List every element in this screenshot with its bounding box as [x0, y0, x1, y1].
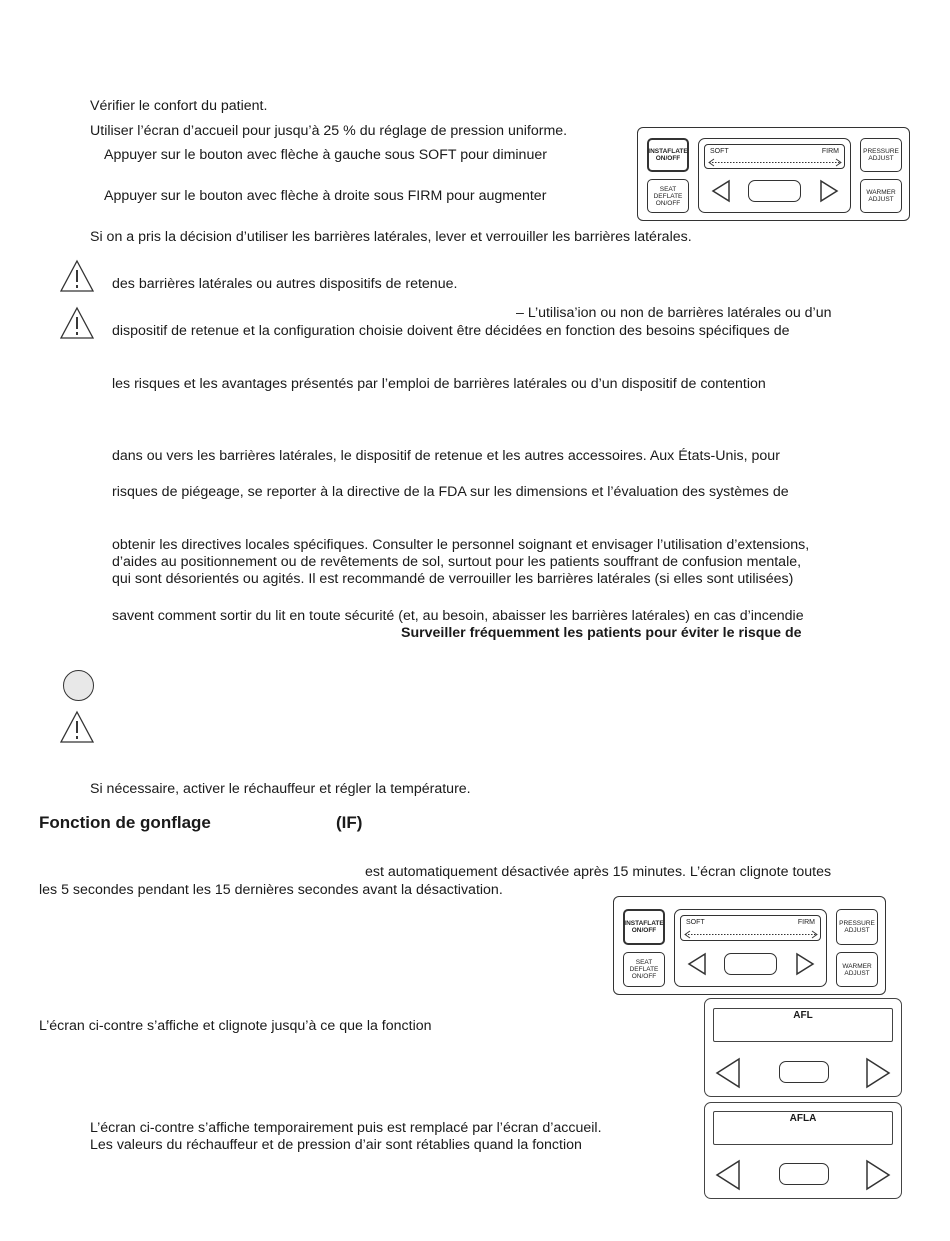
warning-triangle-icon — [59, 259, 95, 293]
soft-label: SOFT — [710, 148, 729, 155]
warmer-adjust-button[interactable]: WARMER ADJUST — [860, 179, 902, 213]
warning-1-text: des barrières latérales ou autres dispositifs de retenue. — [112, 276, 458, 292]
press-left-text: Appuyer sur le bouton avec flèche à gauche sous SOFT pour diminuer — [104, 147, 547, 163]
pressure-adjust-button[interactable]: PRESSURE ADJUST — [836, 909, 878, 945]
pressure-scale — [704, 144, 845, 169]
right-arrow-icon[interactable] — [865, 1159, 891, 1191]
warning-2-line-4: dans ou vers les barrières latérales, le dispositif de retenue et les autres accessoires. Aux États-Unis, pour — [112, 448, 780, 464]
center-key[interactable] — [748, 180, 801, 202]
soft-label: SOFT — [686, 919, 705, 926]
screen-temp-line-1: L’écran ci-contre s’affiche temporairement puis est remplacé par l’écran d’accueil. — [90, 1120, 602, 1136]
center-key[interactable] — [779, 1061, 829, 1083]
control-center — [674, 909, 827, 987]
warning-2-line-1: – L’utilisa’ion ou non de barrières latérales ou d’un — [516, 305, 832, 321]
left-arrow-icon[interactable] — [687, 952, 707, 976]
warning-2-line-7: d’aides au positionnement ou de revêtements de sol, surtout pour les patients souffrant de confusion mentale, — [112, 554, 802, 570]
control-panel — [637, 127, 910, 221]
section-heading-abbr: (IF) — [336, 813, 363, 832]
side-rails-text: Si on a pris la décision d’utiliser les barrières latérales, lever et verrouiller les barrières latérales. — [90, 229, 692, 245]
firm-label: FIRM — [797, 919, 815, 926]
left-arrow-icon[interactable] — [711, 179, 731, 203]
center-key[interactable] — [724, 953, 777, 975]
firm-label: FIRM — [821, 148, 839, 155]
instaflate-button[interactable]: INSTAFLATE ON/OFF — [623, 909, 665, 945]
pressure-adjust-button[interactable]: PRESSURE ADJUST — [860, 138, 902, 172]
auto-off-line-1: est automatiquement désactivée après 15 minutes. L’écran clignote toutes — [365, 864, 832, 880]
center-key[interactable] — [779, 1163, 829, 1185]
right-arrow-icon[interactable] — [795, 952, 815, 976]
screen-flash-text: L’écran ci-contre s’affiche et clignote jusqu’à ce que la fonction — [39, 1018, 432, 1034]
afl-screen — [713, 1008, 893, 1042]
scale-arrow-icon — [708, 158, 842, 167]
auto-off-line-2: les 5 secondes pendant les 15 dernières secondes avant la désactivation. — [39, 882, 503, 898]
press-right-text: Appuyer sur le bouton avec flèche à droite sous FIRM pour augmenter — [104, 188, 547, 204]
warning-2-line-6: obtenir les directives locales spécifiques. Consulter le personnel soignant et envisager l’utilisation d’extensions, — [112, 537, 810, 553]
left-arrow-icon[interactable] — [715, 1057, 741, 1089]
warning-2-line-8: qui sont désorientés ou agités. Il est recommandé de verrouiller les barrières latérales (si elles sont utilisées) — [112, 571, 794, 587]
seat-deflate-button[interactable]: SEAT DEFLATE ON/OFF — [647, 179, 689, 213]
right-arrow-icon[interactable] — [865, 1057, 891, 1089]
afl-screen-text: AFL — [793, 1010, 813, 1021]
right-arrow-icon[interactable] — [819, 179, 839, 203]
warning-2-line-9: savent comment sortir du lit en toute sécurité (et, au besoin, abaisser les barrières latérales) en cas d’incendie — [112, 608, 804, 624]
left-arrow-icon[interactable] — [715, 1159, 741, 1191]
afla-screen-text: AFLA — [789, 1113, 817, 1124]
warning-triangle-icon — [59, 710, 95, 744]
warning-triangle-icon — [59, 306, 95, 340]
warmer-adjust-button[interactable]: WARMER ADJUST — [836, 952, 878, 987]
afl-display — [704, 998, 902, 1097]
pressure-scale — [680, 915, 821, 941]
screen-temp-line-2: Les valeurs du réchauffeur et de pression d’air sont rétablies quand la fonction — [90, 1137, 582, 1153]
scale-arrow-icon — [684, 930, 818, 939]
afla-display — [704, 1102, 902, 1199]
circle-icon — [63, 670, 94, 701]
warmer-step-text: Si nécessaire, activer le réchauffeur et régler la température. — [90, 781, 471, 797]
seat-deflate-button[interactable]: SEAT DEFLATE ON/OFF — [623, 952, 665, 987]
warning-2-line-3: les risques et les avantages présentés par l’emploi de barrières latérales ou d’un dispositif de contention — [112, 376, 766, 392]
control-panel — [613, 896, 886, 995]
warning-2-line-10: Surveiller fréquemment les patients pour éviter le risque de — [401, 625, 802, 641]
section-heading: Fonction de gonflage — [39, 813, 211, 832]
afla-screen — [713, 1111, 893, 1145]
warning-2-line-5: risques de piégeage, se reporter à la directive de la FDA sur les dimensions et l’évaluation des systèmes de — [112, 484, 789, 500]
home-screen-text: Utiliser l’écran d’accueil pour jusqu’à 25 % du réglage de pression uniforme. — [90, 123, 568, 139]
warning-2-line-2: dispositif de retenue et la configuration choisie doivent être décidées en fonction des besoins spécifiques de — [112, 323, 790, 339]
instaflate-button[interactable]: INSTAFLATE ON/OFF — [647, 138, 689, 172]
control-center — [698, 138, 851, 213]
verify-comfort-text: Vérifier le confort du patient. — [90, 98, 268, 114]
